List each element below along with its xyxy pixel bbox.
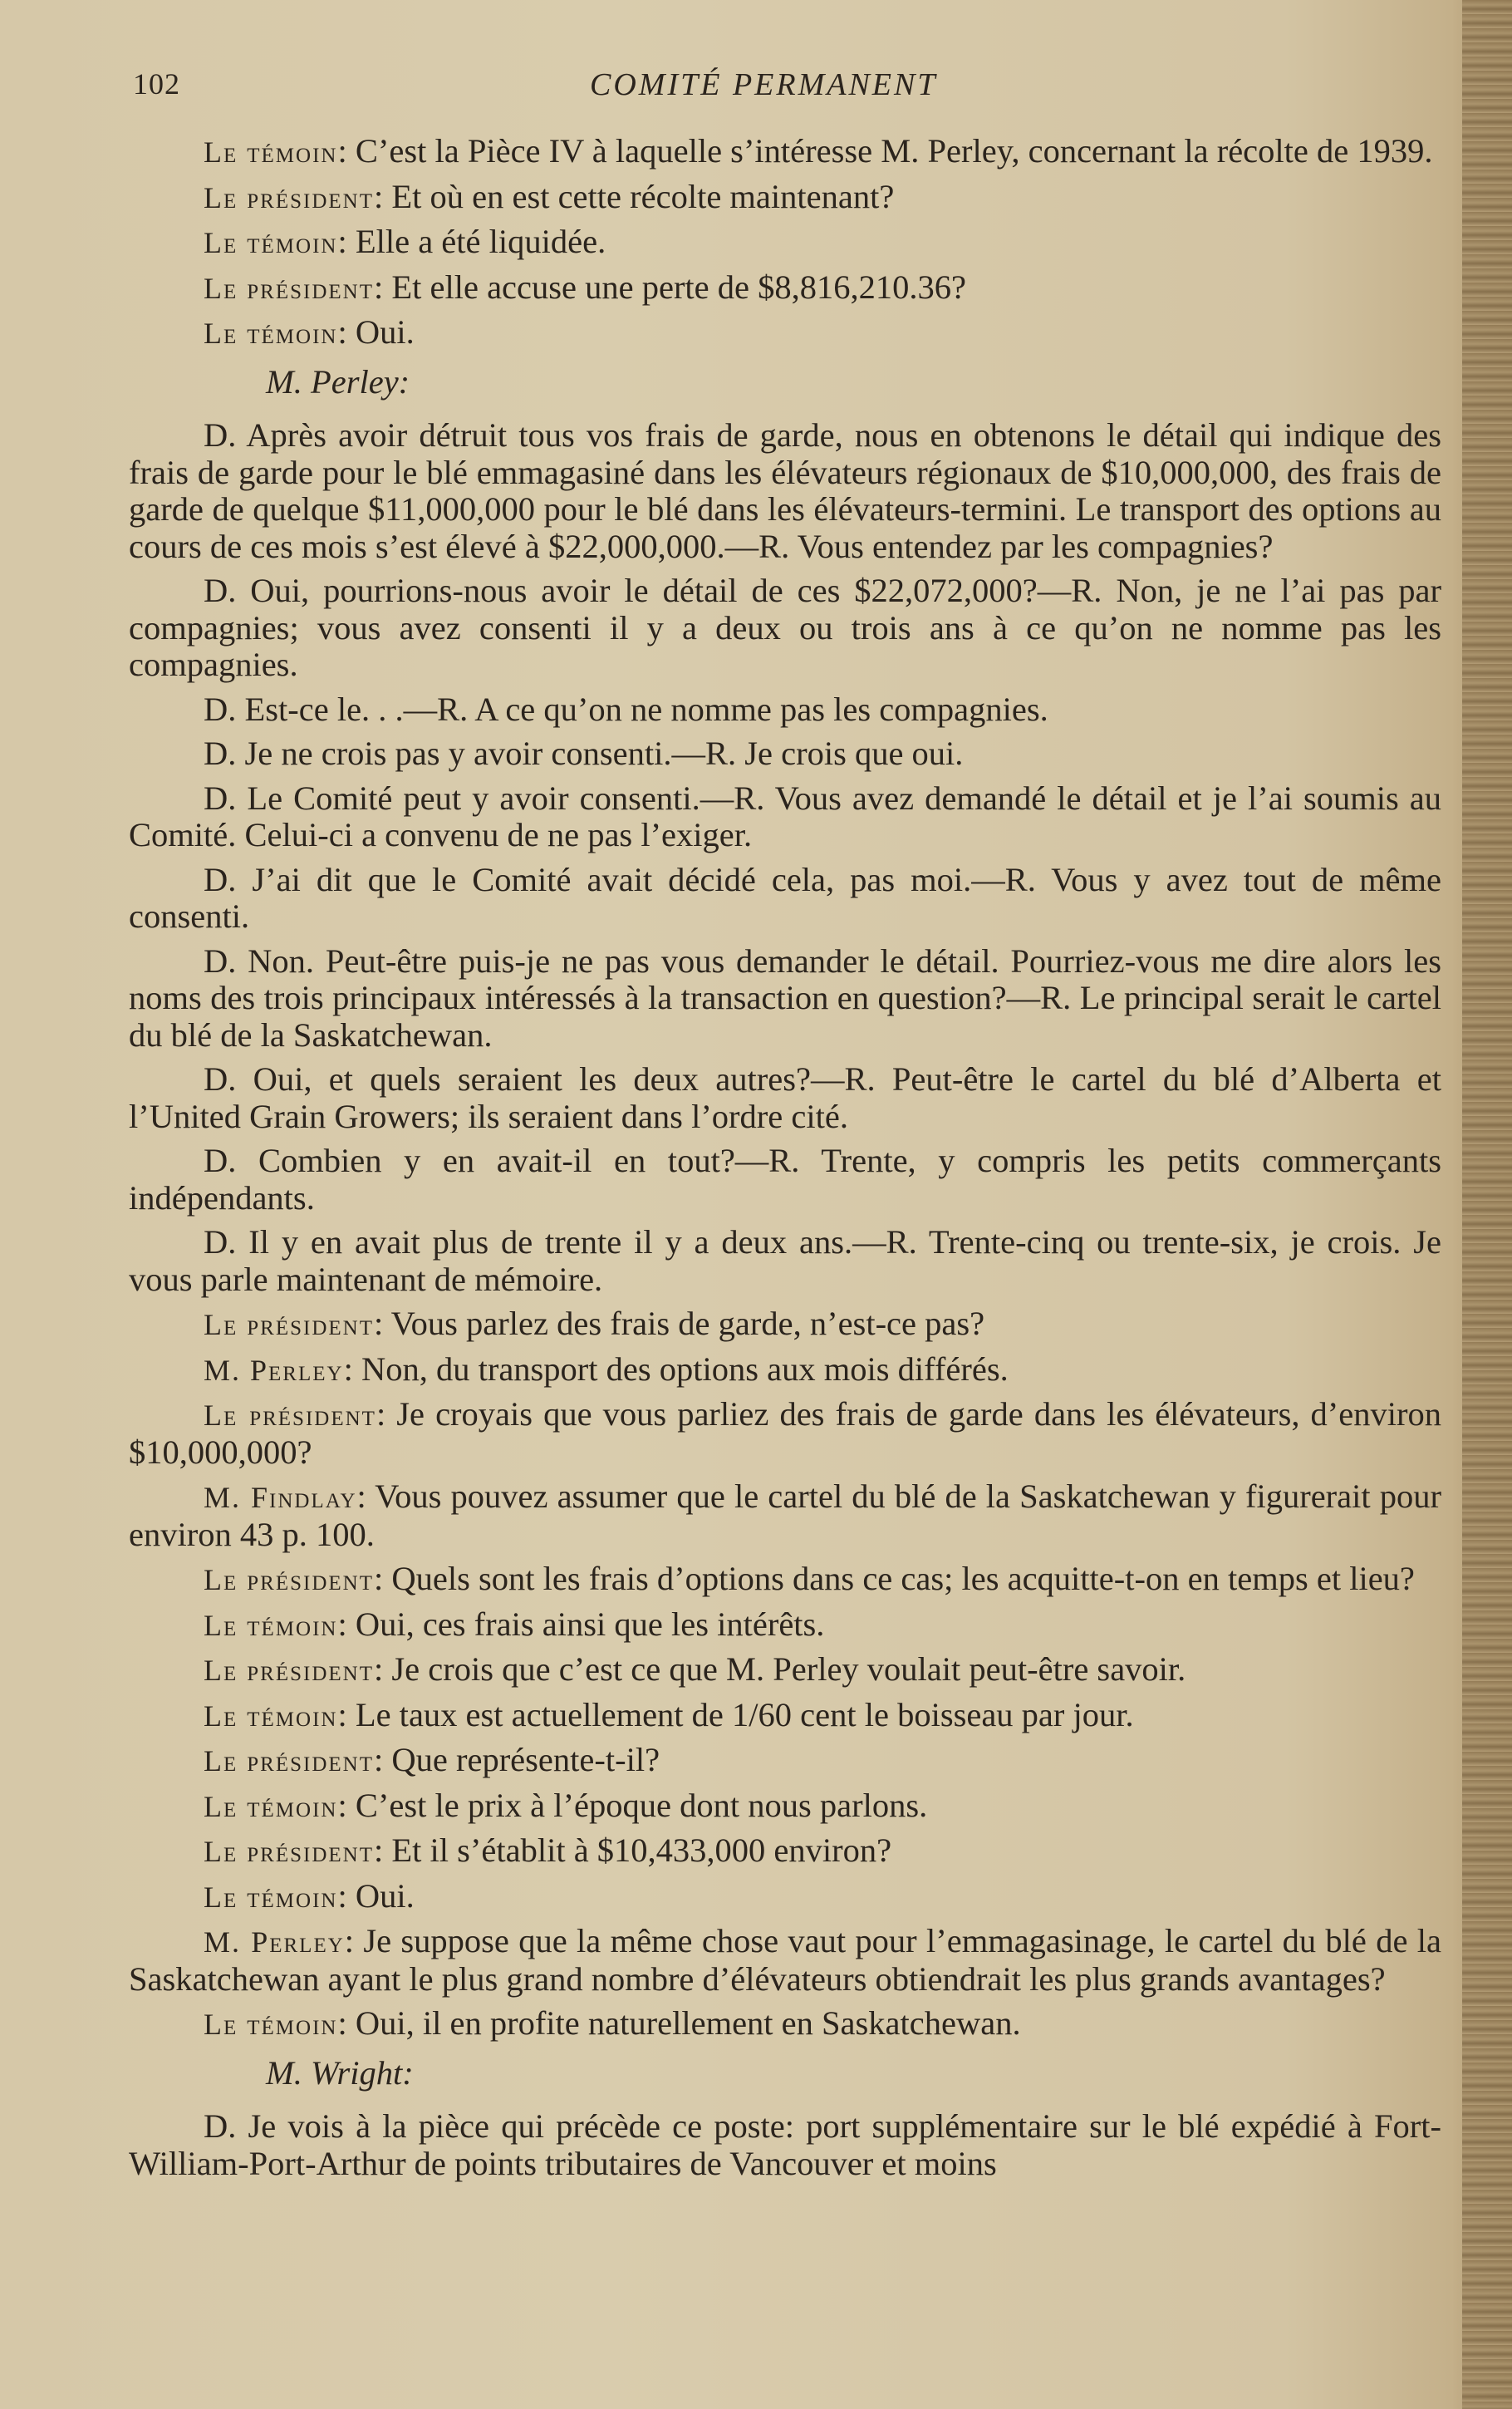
paragraph-text: D. Je ne crois pas y avoir consenti.—R. Je crois que oui. (204, 735, 964, 772)
speaker-name: Le témoin (204, 226, 338, 259)
paragraph-text: : Et où en est cette récolte maintenant? (374, 177, 895, 215)
paragraph-text: : Quels sont les frais d’options dans ce cas; les acquitte-t-on en temps et lieu? (374, 1560, 1415, 1597)
paragraph (129, 691, 1441, 729)
paragraph (129, 1224, 1441, 1298)
speaker-name: Le témoin (204, 1608, 338, 1642)
paragraph (129, 417, 1441, 565)
paragraph-text: : C’est la Pièce IV à laquelle s’intéresse M. Perley, concernant la récolte de 1939. (337, 132, 1433, 170)
paragraph-text: D. Oui, et quels seraient les deux autres?—R. Peut-être le cartel du blé d’Alberta et l’United Grain Growers; ils seraient dans l’ordre cité. (129, 1060, 1441, 1135)
paragraph (129, 1923, 1441, 1998)
paragraph (129, 2108, 1441, 2182)
paragraph-text: : Vous parlez des frais de garde, n’est-ce pas? (374, 1305, 985, 1342)
paragraph (129, 1832, 1441, 1871)
paragraph-text: : Vous pouvez assumer que le cartel du blé de la Saskatchewan y figurerait pour environ 43 p. 100. (129, 1477, 1441, 1553)
speaker-name: Le témoin (204, 1880, 338, 1914)
speaker-name: Le témoin (204, 1699, 338, 1733)
paragraph-text: D. Après avoir détruit tous vos frais de garde, nous en obtenons le détail qui indique des frais de garde pour le blé emmagasiné dans les élévateurs régionaux de $10,000,000, des frais de garde de quelque $11,000,000 pour le blé dans les élévateurs-termini. Le transport des options au cours de ces mois s’est élevé à $22,000,000.—R. Vous entendez par les compagnies? (129, 416, 1441, 565)
paragraph-text: : Je crois que c’est ce que M. Perley voulait peut-être savoir. (374, 1650, 1186, 1688)
paragraph (129, 1787, 1441, 1826)
paragraph (129, 1697, 1441, 1735)
page-number: 102 (133, 67, 180, 101)
paragraph-text: D. Combien y en avait-il en tout?—R. Trente, y compris les petits commerçants indépendants. (129, 1142, 1441, 1217)
paragraph (129, 179, 1441, 217)
paragraph (129, 1351, 1441, 1389)
paragraph-text: : C’est le prix à l’époque dont nous parlons. (337, 1786, 928, 1824)
paragraph-text: D. Est-ce le. . .—R. A ce qu’on ne nomme pas les compagnies. (204, 690, 1048, 728)
paragraph (129, 1651, 1441, 1689)
speaker-name: Le témoin (204, 317, 338, 350)
paragraph-text: : Le taux est actuellement de 1/60 cent le boisseau par jour. (337, 1695, 1134, 1733)
paragraph (129, 2005, 1441, 2043)
speaker-name: Le témoin (204, 1789, 338, 1823)
paragraph-text: D. Il y en avait plus de trente il y a deux ans.—R. Trente-cinq ou trente-six, je crois. Je vous parle maintenant de mémoire. (129, 1223, 1441, 1298)
running-title: COMITÉ PERMANENT (590, 67, 938, 102)
paragraph-text: : Oui, il en profite naturellement en Saskatchewan. (337, 2004, 1021, 2042)
paragraph (129, 1478, 1441, 1553)
paragraph-text: D. Le Comité peut y avoir consenti.—R. Vous avez demandé le détail et je l’ai soumis au Comité. Celui-ci a convenu de ne pas l’exiger. (129, 779, 1441, 853)
paragraph-text: : Oui. (337, 313, 415, 351)
speaker-name: Le président (204, 1563, 374, 1596)
speaker-name: M. Perley (204, 1353, 344, 1387)
paragraph (129, 1878, 1441, 1916)
paragraph (129, 1305, 1441, 1344)
paragraph (129, 1742, 1441, 1780)
paragraph-text: : Non, du transport des options aux mois différés. (343, 1350, 1009, 1388)
paragraph-text: : Et il s’établit à $10,433,000 environ? (374, 1831, 892, 1869)
speaker-name: M. Findlay (204, 1481, 357, 1514)
paragraph-text: : Je suppose que la même chose vaut pour l’emmagasinage, le cartel du blé de la Saskatchewan ayant le plus grand nombre d’élévateurs obtiendrait les plus grands avantages? (129, 1922, 1441, 1998)
paragraph (129, 1143, 1441, 1217)
speaker-name: Le président (204, 180, 374, 214)
section-heading: M. Perley: (266, 362, 410, 401)
page-header (133, 66, 1446, 116)
paragraph-text: : Que représente-t-il? (374, 1741, 660, 1778)
paragraph (129, 133, 1441, 171)
speaker-name: Le témoin (204, 2008, 338, 2041)
document-body (129, 133, 1441, 2190)
speaker-name: Le président (204, 1399, 376, 1432)
speaker-name: Le président (204, 1835, 374, 1868)
speaker-name: Le témoin (204, 135, 338, 169)
paragraph-text: : Elle a été liquidée. (337, 223, 606, 260)
page-edge (1462, 0, 1512, 2409)
paragraph-text: D. Non. Peut-être puis-je ne pas vous demander le détail. Pourriez-vous me dire alors les noms des trois principaux intéressés à la transaction en question?—R. Le principal serait le cartel du blé de la Saskatchewan. (129, 941, 1441, 1054)
paragraph (129, 1396, 1441, 1471)
paragraph (129, 224, 1441, 262)
paragraph (129, 780, 1441, 854)
paragraph-text: D. J’ai dit que le Comité avait décidé cela, pas moi.—R. Vous y avez tout de même consenti. (129, 860, 1441, 935)
paragraph-text: D. Je vois à la pièce qui précède ce poste: port supplémentaire sur le blé expédié à Fort-William-Port-Arthur de points tributaires de Vancouver et moins (129, 2107, 1441, 2182)
speaker-name: Le président (204, 271, 374, 305)
paragraph-text: : Et elle accuse une perte de $8,816,210.36? (374, 268, 966, 306)
paragraph-text: : Oui. (337, 1876, 415, 1915)
paragraph-text: D. Oui, pourrions-nous avoir le détail de ces $22,072,000?—R. Non, je ne l’ai pas par compagnies; vous avez consenti il y a deux ou trois ans à ce qu’on ne nomme pas les compagnies. (129, 572, 1441, 683)
speaker-name: Le président (204, 1654, 374, 1687)
section-heading: M. Wright: (266, 2053, 414, 2092)
paragraph-text: : Oui, ces frais ainsi que les intérêts. (337, 1605, 825, 1643)
paragraph (129, 1061, 1441, 1135)
paragraph (129, 1606, 1441, 1645)
paragraph (129, 1561, 1441, 1599)
paragraph (129, 862, 1441, 936)
speaker-name: Le président (204, 1744, 374, 1777)
paragraph-text: : Je croyais que vous parliez des frais de garde dans les élévateurs, d’environ $10,000,000? (129, 1395, 1441, 1471)
paragraph (129, 943, 1441, 1055)
paragraph (129, 735, 1441, 773)
paragraph (129, 573, 1441, 684)
speaker-name: Le président (204, 1308, 374, 1341)
paragraph (129, 314, 1441, 352)
speaker-name: M. Perley (204, 1925, 345, 1959)
paragraph (129, 269, 1441, 307)
